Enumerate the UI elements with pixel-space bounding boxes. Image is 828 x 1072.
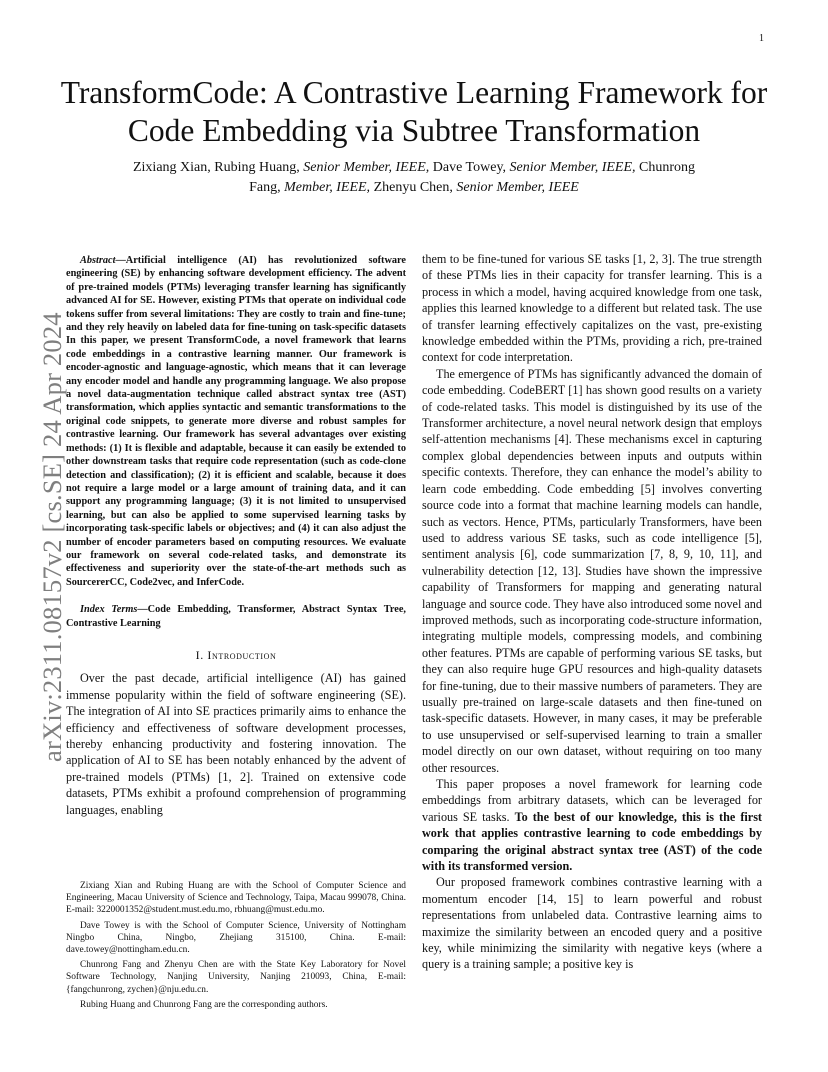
authors-part: Zixiang Xian, Rubing Huang, bbox=[132, 160, 304, 175]
intro-paragraph-1: Over the past decade, artificial intelligence (AI) has gained immense popularity within the field of software engineering (SE). The integration of AI into SE practices primarily aims to enhance the efficiency and effectiveness of software development processes, thereby enhancing productivity and fostering innovation. The application of AI to SE has been notably enhanced by the advent of pre-trained models (PTMs) [1, 2]. Trained on extensive code datasets, PTMs exhibit a profound comprehension of programming languages, enabling bbox=[66, 671, 406, 817]
right-paragraph-1: them to be fine-tuned for various SE tasks [1, 2, 3]. The true strength of these PTMs lies in their capacity for transfer learning. This is a process in which a model, having acquired knowledge from one task, applies this learned knowledge to a different but related task. The use of transfer learning effectively capitalizes on the vast, pre-existing knowledge embedded within the PTMs, providing a rich, pre-trained context for code interpretation. bbox=[422, 252, 762, 365]
index-terms-text: —Code Embedding, Transformer, Abstract Syntax Tree, Contrastive Learning bbox=[66, 604, 406, 629]
right-paragraph-3 bbox=[422, 776, 762, 874]
paper-title: TransformCode: A Contrastive Learning Framework for Code Embedding via Subtree Transformation bbox=[60, 75, 768, 148]
section-title: Introduction bbox=[207, 647, 277, 662]
right-column bbox=[422, 251, 762, 973]
right-paragraph-2: The emergence of PTMs has significantly advanced the domain of code embedding. CodeBERT [1] has shown good results on a variety of code-related tasks. This model is distinguished by its use of the Transformer architecture, a novel neural network design that employs self-attention mechanisms [4]. These mechanisms excel in capturing complex global dependencies between inputs and outputs within specific contexts. Therefore, they can enhance the model’s ability to learn code embedding. Code embedding [5] involves converting source code into a format that machine learning models can handle, such as vectors. Hence, PTMs, particularly Transformers, have been used to address various SE tasks, such as code intelligence [5], sentiment analysis [6], code summarization [7, 8, 9, 10, 11], and vulnerability detection [12, 13]. Studies have shown the impressive capability of Transformers for mapping and generating natural language and source code. They have also introduced some novel and improved methods, such as incorporating code-structure information, integrating multiple models, compressing models, and combining other features. PTMs are capable of performing various SE tasks, but they can also require huge GPU resources and high-quality datasets for fine-tuning, due to their massive numbers of parameters. They are usually pre-trained on large-scale datasets and then fine-tuned on task-specific datasets. However, in many cases, it may be preferable to use unsupervised or self-supervised learning to train a smaller model directly on our own dataset, without requiring on too many other resources. bbox=[422, 366, 762, 775]
footnote-corresponding: Rubing Huang and Chunrong Fang are the corresponding authors. bbox=[80, 999, 328, 1010]
left-column bbox=[66, 254, 406, 818]
author-role: Member, IEEE, bbox=[284, 180, 371, 195]
abstract-label: Abstract bbox=[80, 255, 116, 266]
authors-part: Fang, bbox=[249, 180, 285, 195]
footnote-affiliation-2: Dave Towey is with the School of Computer Science, University of Nottingham Ningbo China, Ningbo, Zhejiang 315100, China. E-mail: dave.towey@nottingham.edu.cn. bbox=[66, 920, 406, 956]
authors-part: Chunrong bbox=[635, 160, 696, 175]
index-terms bbox=[66, 603, 406, 630]
author-list bbox=[100, 158, 728, 198]
author-role: Senior Member, IEEE, bbox=[509, 160, 636, 175]
author-line-1 bbox=[100, 158, 728, 178]
footnotes bbox=[66, 880, 406, 1014]
abstract-text: —Artificial intelligence (AI) has revolutionized software engineering (SE) by enhancing software development efficiency. The advent of pre-trained models (PTMs) leveraging transfer learning has significantly advanced AI for SE. However, existing PTMs that operate on individual code tokens suffer from several limitations: They are costly to train and fine-tune; and they rely heavily on labeled data for fine-tuning on task-specific datasets In this paper, we present TransformCode, a novel framework that learns code embeddings in a contrastive learning manner. Our framework is encoder-agnostic and language-agnostic, which means that it can leverage any encoder model and handle any programming language. We also propose a novel data-augmentation technique called abstract syntax tree (AST) transformation, which applies syntactic and semantic transformations to the original code snippets, to generate more diverse and robust samples for contrastive learning. Our framework has several advantages over existing methods: (1) It is flexible and adaptable, because it can easily be extended to other downstream tasks that require code representation (such as code-clone detection and classification); (2) it is efficient and scalable, because it does not require a large model or a large amount of training data, and it can support any programming language; (3) it is not limited to unsupervised learning, but can also be applied to some supervised learning tasks by incorporating task-specific labels or objectives; and (4) it can also adjust the number of encoder parameters based on computing resources. We evaluate our framework on several code-related tasks, and demonstrate its effectiveness and superiority over the state-of-the-art methods such as SourcererCC, Code2vec, and InferCode. bbox=[66, 255, 406, 588]
author-role: Senior Member, IEEE, bbox=[303, 160, 430, 175]
footnote-affiliation-1: Zixiang Xian and Rubing Huang are with the School of Computer Science and Engineering, Macau University of Science and Technology, Taipa, Macau 999078, China. E-mail: 3220001352@student.must.edu.mo, rbhuang@must.edu.mo. bbox=[66, 881, 406, 916]
right-paragraph-4: Our proposed framework combines contrastive learning with a momentum encoder [14, 15] to learn powerful and robust representations from unlabeled data. Contrastive learning aims to maximize the similarity between an encoded query and a positive key, while minimizing the similarity with negative keys (where a query is a training sample; a positive key is bbox=[422, 875, 762, 972]
author-line-2 bbox=[100, 178, 728, 198]
authors-part: Dave Towey, bbox=[429, 160, 510, 175]
page-number: 1 bbox=[759, 33, 764, 44]
section-number: I. bbox=[195, 647, 208, 662]
author-role: Senior Member, IEEE bbox=[456, 180, 579, 195]
index-terms-label: Index Terms bbox=[80, 604, 138, 616]
paragraph-text: This paper proposes a novel framework for learning code embeddings from arbitrary datasets, which can be leveraged for various SE tasks. bbox=[422, 777, 762, 824]
arxiv-side-stamp: arXiv:2311.08157v2 [cs.SE] 24 Apr 2024 bbox=[37, 312, 67, 762]
authors-part: Zhenyu Chen, bbox=[370, 180, 457, 195]
section-heading-introduction bbox=[66, 647, 406, 663]
contribution-statement: To the best of our knowledge, this is the first work that applies contrastive learning to code embeddings by comparing the original abstract syntax tree (AST) of the code with its transformed version. bbox=[422, 809, 762, 874]
abstract bbox=[66, 254, 406, 589]
footnote-affiliation-3: Chunrong Fang and Zhenyu Chen are with the State Key Laboratory for Novel Software Technology, Nanjing University, Nanjing 210093, China, E-mail: {fangchunrong, zychen}@nju.edu.cn. bbox=[66, 960, 406, 995]
